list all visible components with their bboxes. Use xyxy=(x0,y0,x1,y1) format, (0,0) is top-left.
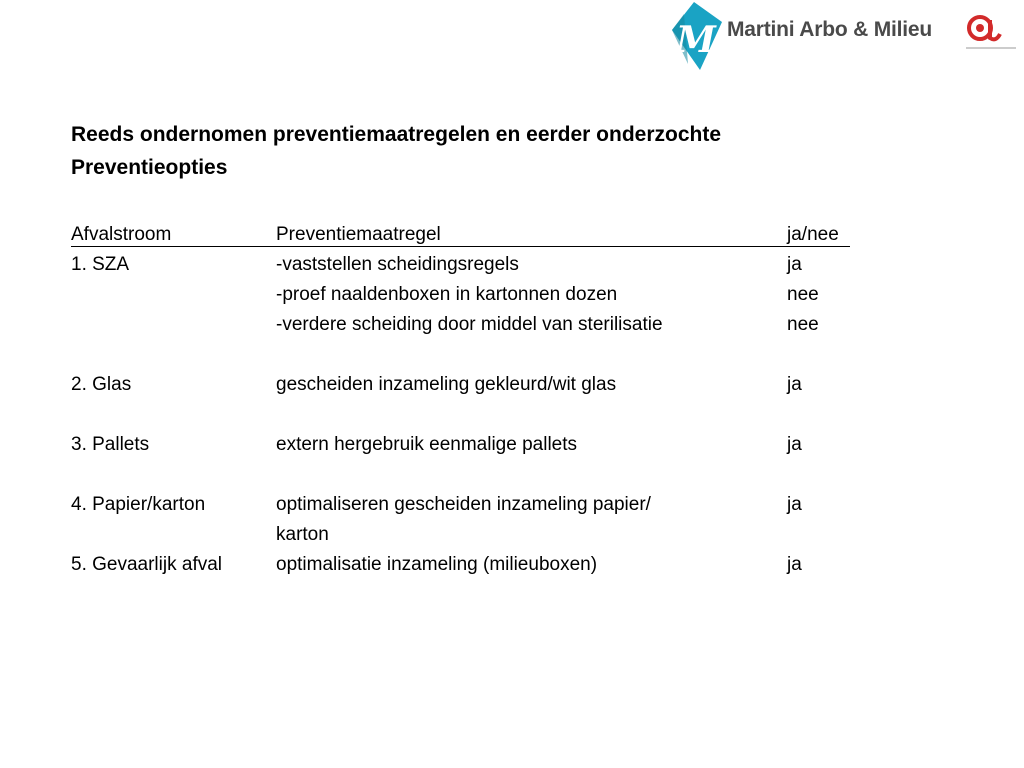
row-measure: optimaliseren gescheiden inzameling papier/ xyxy=(276,494,651,515)
row-answer: ja xyxy=(787,494,802,515)
row-measure: gescheiden inzameling gekleurd/wit glas xyxy=(276,374,617,395)
page-title xyxy=(71,118,971,184)
m-diamond-logo-icon xyxy=(664,0,726,72)
row-stream: 4. Papier/karton xyxy=(71,494,206,515)
header-underline xyxy=(71,246,850,247)
svg-text:M: M xyxy=(676,19,716,61)
header-ja-nee: ja/nee xyxy=(787,224,839,245)
row-measure: -vaststellen scheidingsregels xyxy=(276,254,519,275)
row-measure: -proef naaldenboxen in kartonnen dozen xyxy=(276,284,618,305)
row-answer: ja xyxy=(787,434,802,455)
row-measure: optimalisatie inzameling (milieuboxen) xyxy=(276,554,598,575)
row-answer: ja xyxy=(787,554,802,575)
row-stream: 5. Gevaarlijk afval xyxy=(71,554,223,575)
row-answer: nee xyxy=(787,314,819,335)
row-measure: -verdere scheiding door middel van sterilisatie xyxy=(276,314,663,335)
row-stream: 3. Pallets xyxy=(71,434,150,455)
title-line-1: Reeds ondernomen preventiemaatregelen en eerder onderzochte xyxy=(71,123,722,146)
row-answer: ja xyxy=(787,254,802,275)
header-logo-area xyxy=(660,0,1024,75)
header-preventiemaatregel: Preventiemaatregel xyxy=(276,224,441,245)
row-measure: karton xyxy=(276,524,329,545)
header-afvalstroom: Afvalstroom xyxy=(71,224,172,245)
row-answer: ja xyxy=(787,374,802,395)
row-stream: 1. SZA xyxy=(71,254,130,275)
row-measure: extern hergebruik eenmalige pallets xyxy=(276,434,578,455)
company-name: Martini Arbo & Milieu xyxy=(727,18,933,41)
row-answer: nee xyxy=(787,284,819,305)
title-line-2: Preventieopties xyxy=(71,156,228,179)
row-stream: 2. Glas xyxy=(71,374,132,395)
certification-a-icon xyxy=(962,12,1020,56)
